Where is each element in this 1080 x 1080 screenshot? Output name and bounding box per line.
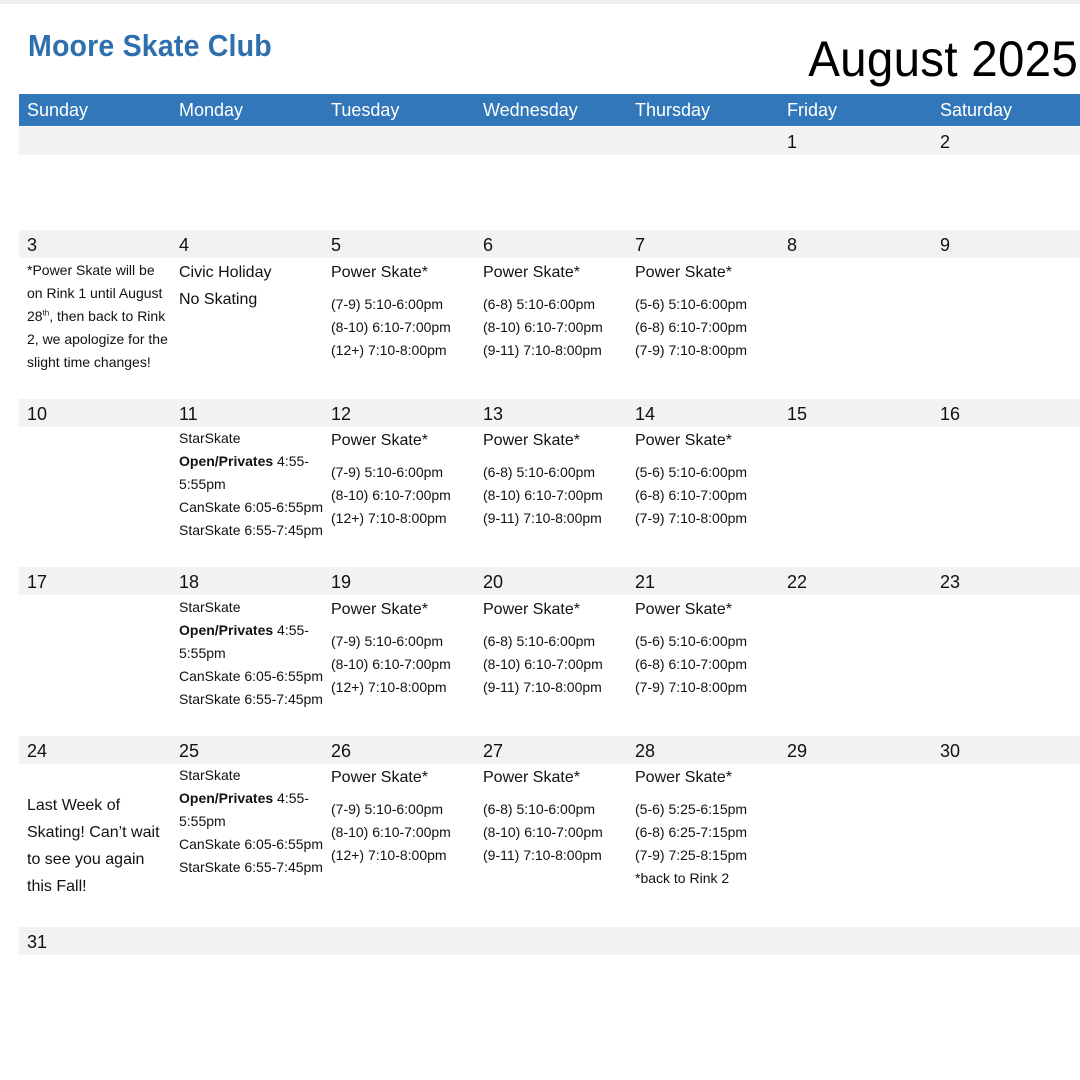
power-skate-entry: Power Skate* (6-8) 5:10-6:00pm (8-10) 6:10-7:00pm (9-11) 7:10-8:00pm (483, 264, 603, 358)
dow-friday: Friday (787, 100, 838, 120)
day-number: 26 (331, 741, 352, 761)
day-number: 16 (940, 404, 961, 424)
day-number: 30 (940, 741, 961, 761)
day-number: 12 (331, 404, 352, 424)
day-number: 29 (787, 741, 808, 761)
day-number: 10 (27, 404, 48, 424)
day-number: 7 (635, 235, 646, 255)
day-number: 27 (483, 741, 504, 761)
top-rule (0, 0, 1080, 4)
power-skate-entry: Power Skate* (7-9) 5:10-6:00pm (8-10) 6:10-7:00pm (12+) 7:10-8:00pm (331, 432, 451, 526)
power-skate-entry: Power Skate* (5-6) 5:25-6:15pm (6-8) 6:25-7:15pm (7-9) 7:25-8:15pm *back to Rink 2 (635, 769, 748, 886)
week-1-band (19, 127, 1080, 155)
dow-wednesday: Wednesday (483, 100, 578, 120)
day-number: 14 (635, 404, 656, 424)
day-number: 31 (27, 932, 48, 952)
monday-sessions: StarSkate Open/Privates 4:55- 5:55pm CanSkate 6:05-6:55pm StarSkate 6:55-7:45pm (179, 430, 323, 538)
day-number: 15 (787, 404, 808, 424)
month-title: August 2025 (808, 31, 1078, 87)
rink-note: *Power Skate will be on Rink 1 until August 28th, then back to Rink 2, we apologize for the slight time changes! (27, 262, 168, 370)
day-number: 11 (179, 404, 198, 424)
monday-sessions: StarSkate Open/Privates 4:55- 5:55pm CanSkate 6:05-6:55pm StarSkate 6:55-7:45pm (179, 767, 323, 875)
club-title: Moore Skate Club (28, 28, 272, 63)
last-week-note: Last Week of Skating! Can’t wait to see you again this Fall! (27, 797, 160, 895)
days-of-week-header (19, 94, 1080, 126)
power-skate-entry: Power Skate* (6-8) 5:10-6:00pm (8-10) 6:10-7:00pm (9-11) 7:10-8:00pm (483, 769, 603, 863)
day-number: 2 (940, 132, 951, 152)
week-6-band (19, 927, 1080, 955)
day-number: 3 (27, 235, 38, 255)
day-number: 8 (787, 235, 798, 255)
civic-holiday-note: Civic Holiday No Skating (179, 264, 272, 308)
power-skate-entry: Power Skate* (7-9) 5:10-6:00pm (8-10) 6:10-7:00pm (12+) 7:10-8:00pm (331, 264, 451, 358)
power-skate-entry: Power Skate* (5-6) 5:10-6:00pm (6-8) 6:10-7:00pm (7-9) 7:10-8:00pm (635, 432, 748, 526)
day-number: 13 (483, 404, 504, 424)
monday-sessions: StarSkate Open/Privates 4:55- 5:55pm CanSkate 6:05-6:55pm StarSkate 6:55-7:45pm (179, 599, 323, 707)
dow-tuesday: Tuesday (331, 100, 400, 120)
power-skate-entry: Power Skate* (5-6) 5:10-6:00pm (6-8) 6:10-7:00pm (7-9) 7:10-8:00pm (635, 264, 748, 358)
day-number: 4 (179, 235, 190, 255)
day-number: 19 (331, 572, 352, 592)
day-number: 18 (179, 572, 200, 592)
day-number: 17 (27, 572, 48, 592)
day-number: 20 (483, 572, 504, 592)
power-skate-entry: Power Skate* (7-9) 5:10-6:00pm (8-10) 6:10-7:00pm (12+) 7:10-8:00pm (331, 601, 451, 695)
day-number: 22 (787, 572, 808, 592)
day-number: 9 (940, 235, 951, 255)
dow-sunday: Sunday (27, 100, 89, 120)
day-number: 21 (635, 572, 656, 592)
day-number: 6 (483, 235, 494, 255)
dow-saturday: Saturday (940, 100, 1013, 120)
dow-monday: Monday (179, 100, 244, 120)
day-number: 1 (787, 132, 798, 152)
power-skate-entry: Power Skate* (6-8) 5:10-6:00pm (8-10) 6:10-7:00pm (9-11) 7:10-8:00pm (483, 601, 603, 695)
day-number: 23 (940, 572, 961, 592)
day-number: 5 (331, 235, 342, 255)
power-skate-entry: Power Skate* (5-6) 5:10-6:00pm (6-8) 6:10-7:00pm (7-9) 7:10-8:00pm (635, 601, 748, 695)
dow-thursday: Thursday (635, 100, 711, 120)
day-number: 28 (635, 741, 656, 761)
day-number: 24 (27, 741, 48, 761)
power-skate-entry: Power Skate* (7-9) 5:10-6:00pm (8-10) 6:10-7:00pm (12+) 7:10-8:00pm (331, 769, 451, 863)
day-number: 25 (179, 741, 200, 761)
power-skate-entry: Power Skate* (6-8) 5:10-6:00pm (8-10) 6:10-7:00pm (9-11) 7:10-8:00pm (483, 432, 603, 526)
